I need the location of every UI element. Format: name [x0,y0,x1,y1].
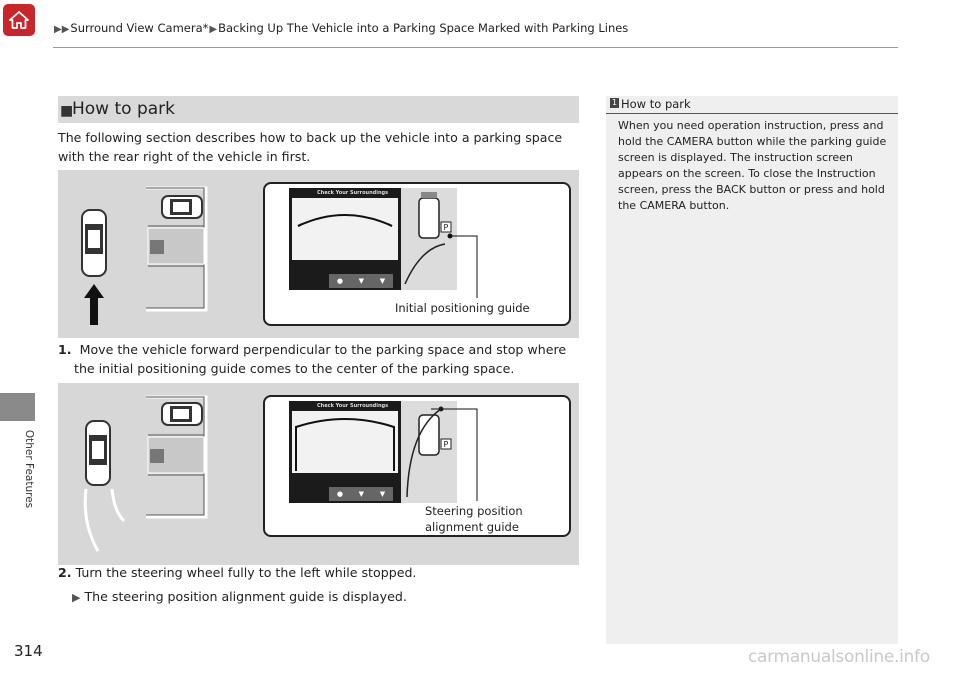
breadcrumb-item-surround-view[interactable]: Surround View Camera* [70,21,209,35]
camera-button-ref: CAMERA [639,199,686,212]
home-icon [8,10,30,30]
rear-camera-view [292,411,398,473]
header-divider [53,47,898,48]
section-header [58,96,579,123]
screen-title: Check Your Surroundings [317,190,389,196]
section-title: How to park [72,99,176,119]
note-panel [606,96,898,644]
figure-steering-alignment [58,383,579,565]
callout-line [447,228,481,300]
step-1: 1. Move the vehicle forward perpendicular to the parking space and stop where the initial positioning guide comes to the center of the parking space. [58,342,567,376]
chapter-label: Other Features [23,429,35,509]
camera-view-selector[interactable]: ● ▼ ▼ [329,487,393,501]
callout-line [429,407,479,503]
camera-display-frame [263,395,571,537]
camera-view-selector[interactable]: ● ▼ ▼ [329,274,393,288]
vehicle-icon [82,210,106,276]
watermark: carmanualsonline.info [748,647,930,667]
vehicle-icon [86,421,110,485]
intro-paragraph: The following section describes how to back up the vehicle into a parking space with the rear right of the vehicle in first. [58,130,563,164]
svg-text:P: P [443,440,449,449]
result-arrow-icon: ▶ [72,591,81,604]
square-bullet-icon: ■ [60,103,74,119]
camera-screen [289,188,457,290]
page-number: 314 [14,642,43,660]
note-title: How to park [621,97,691,111]
note-header [606,96,898,114]
home-button[interactable] [3,4,35,36]
step-2-result: ▶ The steering position alignment guide is displayed. [72,589,407,604]
breadcrumb-item-backing-up[interactable]: Backing Up The Vehicle into a Parking Space Marked with Parking Lines [218,21,629,35]
breadcrumb-arrow-icon: ▶ [209,24,218,35]
parking-diagram [76,180,236,330]
parked-car-icon [162,196,202,218]
chapter-tab [0,393,35,421]
camera-display-frame [263,182,571,326]
breadcrumb-arrow-icon: ▶▶ [54,24,70,35]
parked-car-icon [162,403,202,425]
back-button-ref: BACK [716,183,746,196]
breadcrumb [53,21,628,35]
forward-arrow-icon [84,284,104,325]
svg-text:P: P [443,223,449,232]
note-text: When you need operation instruction, press and hold the CAMERA button while the parking guide screen is displayed. The instruction screen appears on the screen. To close the Instruction screen, press the BACK button or press and hold the CAMERA button. [618,119,887,212]
parking-diagram [76,393,236,553]
screen-title: Check Your Surroundings [317,403,389,409]
note-reference-icon: 1 [611,98,618,107]
rear-camera-view [292,198,398,260]
initial-positioning-guide-label: Initial positioning guide [395,301,530,315]
camera-button-ref: CAMERA [666,135,714,148]
steering-alignment-guide-label: Steering position alignment guide [425,504,523,534]
figure-initial-positioning [58,170,579,338]
step-2: 2. Turn the steering wheel fully to the left while stopped. [58,565,417,580]
